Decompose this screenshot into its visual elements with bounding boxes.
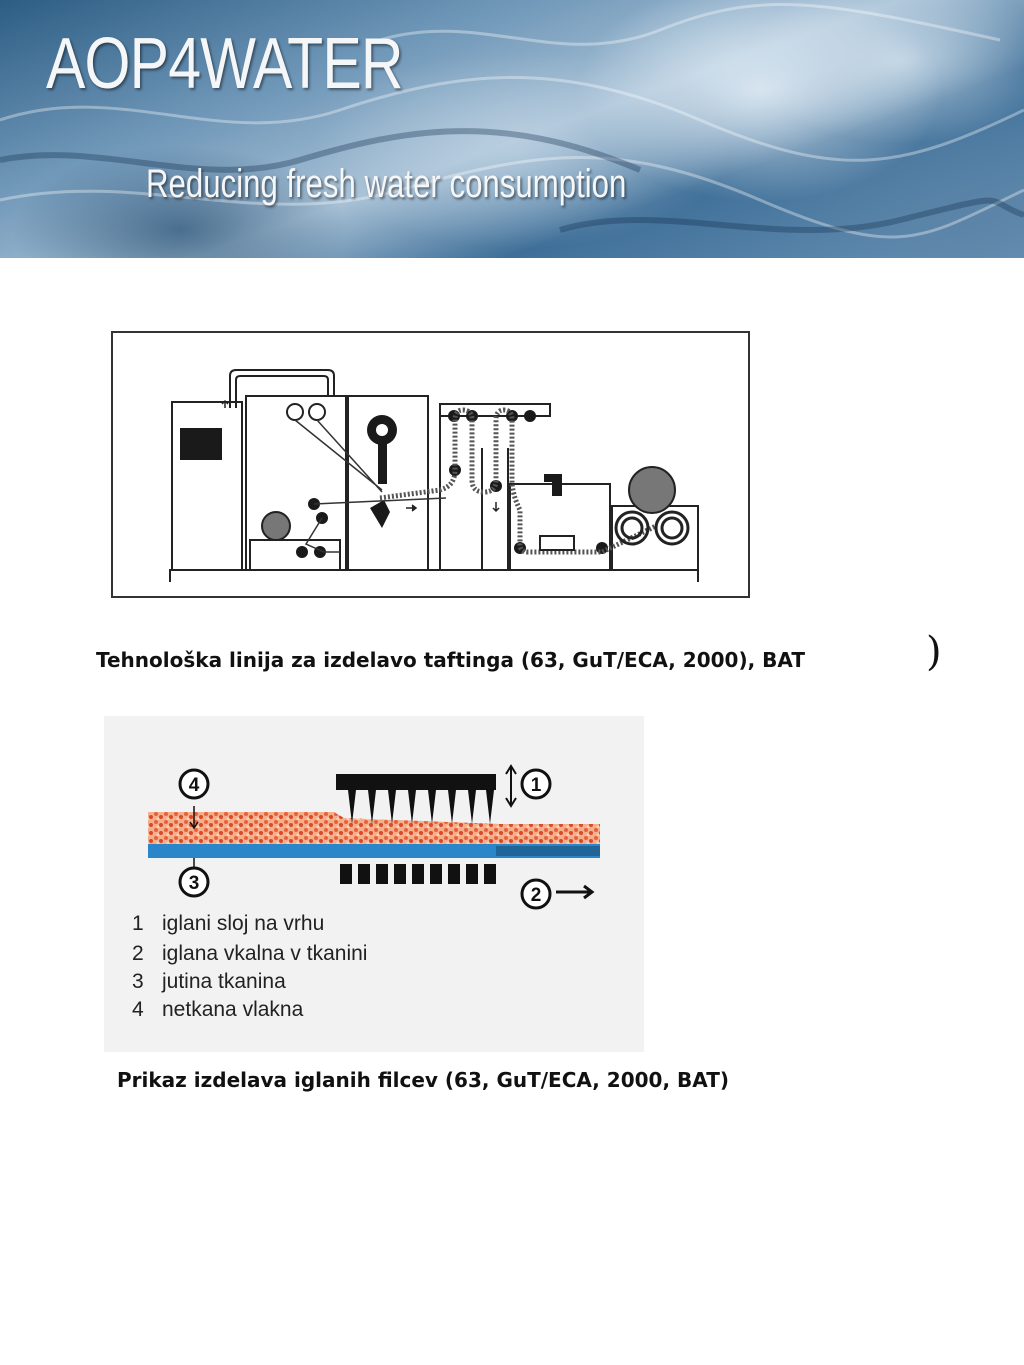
- legend-item: [132, 912, 324, 936]
- legend-number: 4: [132, 998, 144, 1021]
- banner-title: AOP4WATER: [46, 24, 403, 104]
- legend-text: iglana vkalna v tkanini: [162, 942, 368, 965]
- header-banner: [0, 0, 1024, 258]
- needle-felt-illustration: [104, 716, 644, 916]
- tufting-line-diagram: [110, 330, 752, 600]
- caption1-trailing-paren: ): [926, 629, 942, 675]
- legend-text: iglani sloj na vrhu: [162, 912, 325, 935]
- figure1-caption: Tehnološka linija za izdelavo taftinga (63, GuT/ECA, 2000), BAT: [96, 648, 805, 672]
- marker-1: 1: [530, 775, 542, 796]
- hopper-shape: [180, 428, 222, 460]
- figure2-caption: Prikaz izdelava iglanih filcev (63, GuT/ECA, 2000, BAT): [117, 1068, 729, 1092]
- marker-2: 2: [530, 885, 542, 906]
- fiber-layer: [148, 812, 600, 844]
- legend-item: [132, 942, 367, 966]
- marker-3: 3: [188, 873, 200, 894]
- legend-number: 2: [132, 942, 144, 965]
- banner-subtitle: Reducing fresh water consumption: [146, 162, 627, 206]
- legend-number: 3: [132, 970, 144, 993]
- marker-4: 4: [188, 775, 200, 796]
- legend-text: netkana vlakna: [162, 998, 304, 1021]
- legend-number: 1: [132, 912, 144, 935]
- legend-item: [132, 998, 303, 1022]
- needle-board: [336, 774, 496, 790]
- legend-text: jutina tkanina: [162, 970, 286, 993]
- legend-item: [132, 970, 286, 994]
